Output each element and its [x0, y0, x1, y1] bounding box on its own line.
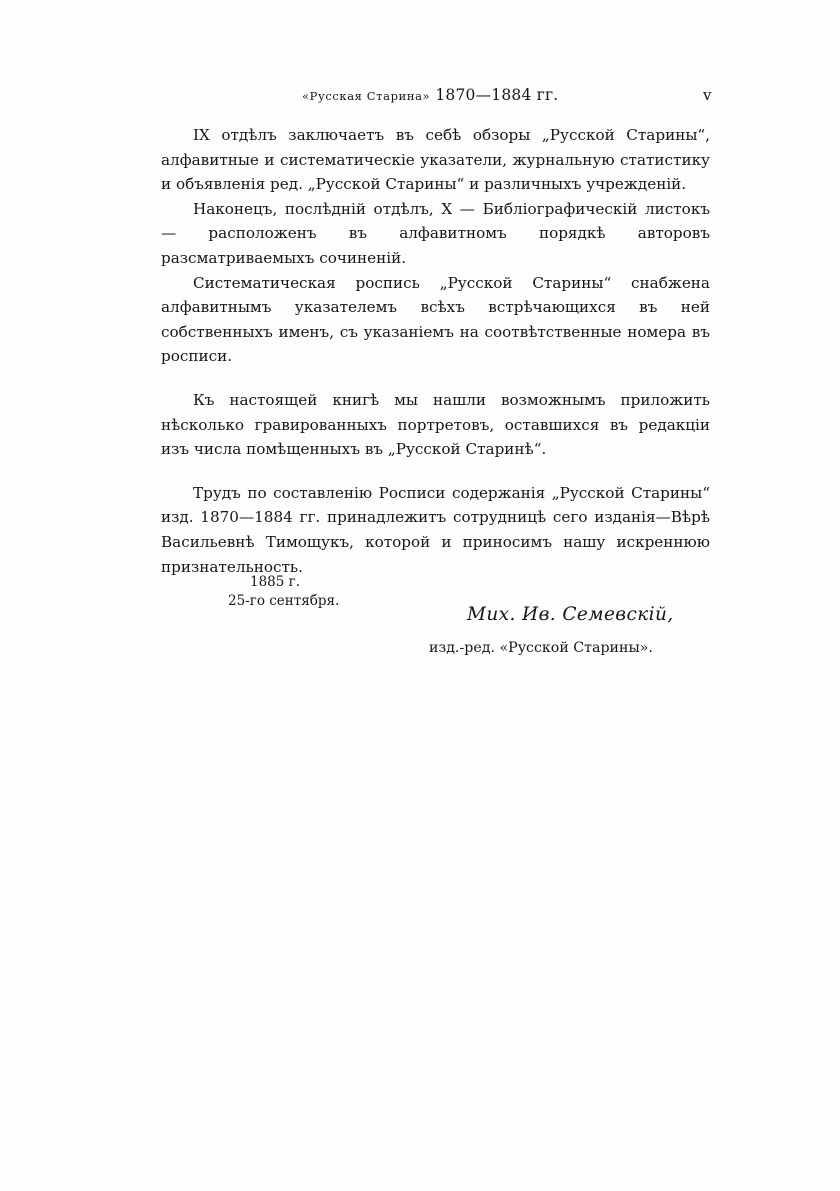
- running-head-title: «Русская Старина»: [302, 89, 431, 103]
- paragraph-portraits: Къ настоящей книгѣ мы нашли возможнымъ приложить нѣсколько гравированныхъ портретовъ, оставшихся въ редакціи изъ числа помѣщенныхъ въ „Русской Старинѣ“.: [161, 390, 710, 459]
- signature: Мих. Ив. Семевскій,: [467, 604, 674, 625]
- paragraph-acknowledgement: Трудъ по составленію Росписи содержанія „Русской Старины“ изд. 1870—1884 гг. принадлежитъ сотрудницѣ сего изданія—Вѣрѣ Васильевнѣ Тимощукъ, которой и приносимъ нашу искреннюю признательность.: [161, 483, 710, 576]
- paragraph-section-x: Наконецъ, послѣдній отдѣлъ, X — Библіографическій листокъ — расположенъ въ алфавитномъ порядкѣ авторовъ разсматриваемыхъ сочиненій.: [161, 199, 710, 267]
- running-head-years: 1870—1884 гг.: [435, 86, 559, 104]
- dateline: [228, 573, 339, 611]
- date-day: 25-го сентября.: [228, 593, 340, 609]
- paragraph-index: Систематическая роспись „Русской Старины“ снабжена алфавитнымъ указателемъ всѣхъ встрѣчающихся въ ней собственныхъ именъ, съ указаніемъ на соотвѣтственные номера въ росписи.: [161, 273, 710, 366]
- signature-role: изд.-ред. «Русской Старины».: [429, 640, 653, 656]
- date-year: 1885 г.: [250, 574, 301, 590]
- running-head: [302, 86, 558, 104]
- page-number: v: [703, 86, 712, 104]
- paragraph-section-ix: IX отдѣлъ заключаетъ въ себѣ обзоры „Русской Старины“, алфавитные и систематическіе указатели, журнальную статистику и объявленія ред. „Русской Старины“ и различныхъ учрежденій.: [161, 126, 710, 194]
- paragraph-gap: [161, 369, 710, 388]
- body-text: [161, 123, 710, 579]
- paragraph-gap: [161, 462, 710, 481]
